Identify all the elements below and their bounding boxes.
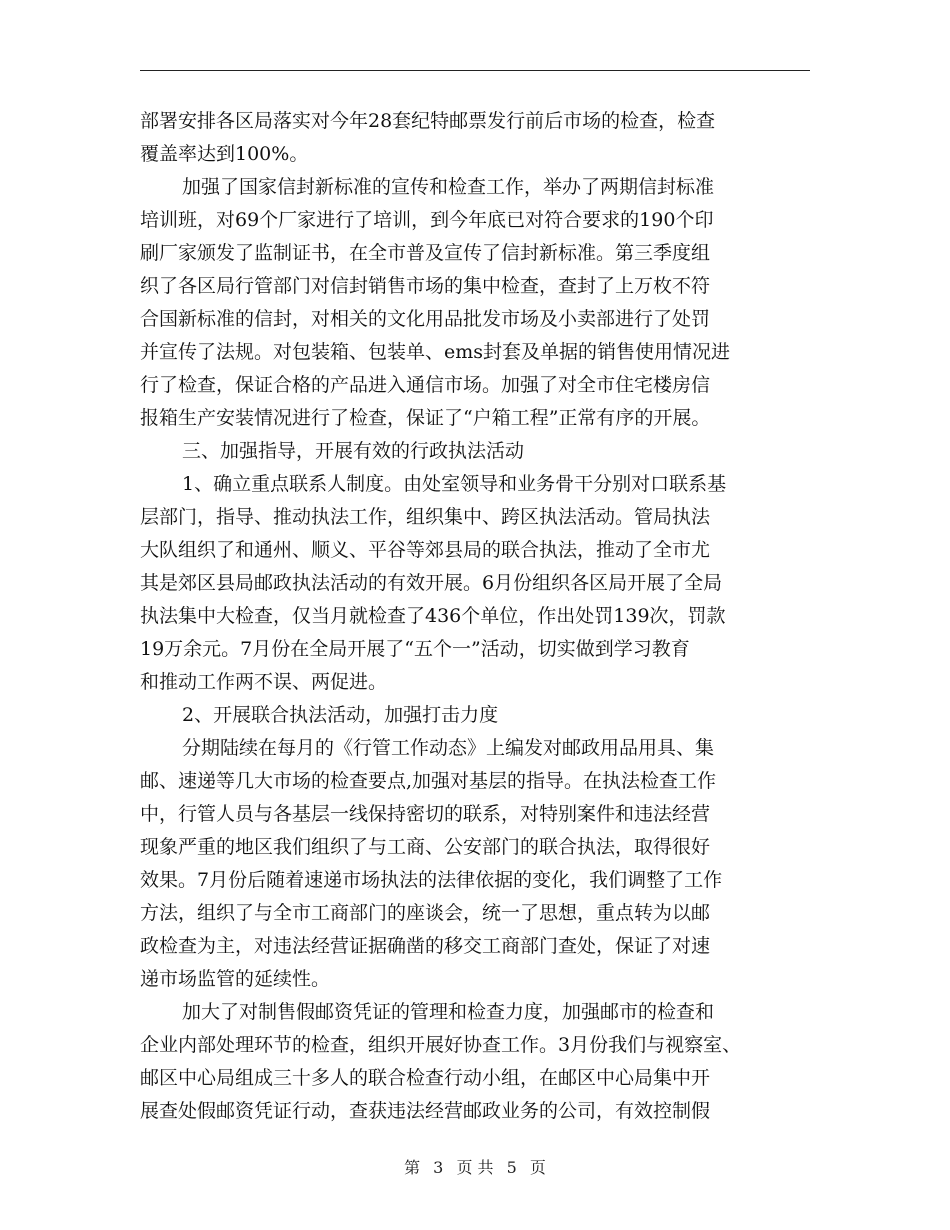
text-line: 效果。7月份后随着速递市场执法的法律依据的变化，我们调整了工作	[140, 869, 723, 891]
text-line: 大队组织了和通州、顺义、平谷等郊县局的联合执法，推动了全市尤	[140, 539, 711, 561]
text-line: 报箱生产安装情况进行了检查，保证了“户箱工程”正常有序的开展。	[140, 407, 711, 429]
text-line: 并宣传了法规。对包装箱、包装单、ems封套及单据的销售使用情况进	[140, 341, 731, 363]
text-line: 刷厂家颁发了监制证书，在全市普及宣传了信封新标准。第三季度组	[140, 242, 711, 264]
text-line: 织了各区局行管部门对信封销售市场的集中检查，查封了上万枚不符	[140, 275, 711, 297]
text-line: 1、确立重点联系人制度。由处室领导和业务骨干分别对口联系基	[182, 473, 727, 495]
header-rule	[140, 70, 810, 71]
footer-page-number: 3	[433, 1158, 444, 1177]
text-line: 层部门，指导、推动执法工作，组织集中、跨区执法活动。管局执法	[140, 506, 711, 528]
text-line: 行了检查，保证合格的产品进入通信市场。加强了对全市住宅楼房信	[140, 374, 711, 396]
text-line: 邮、速递等几大市场的检查要点,加强对基层的指导。在执法检查工作	[140, 770, 717, 792]
footer-middle: 页 共	[456, 1158, 494, 1177]
text-line: 加强了国家信封新标准的宣传和检查工作，举办了两期信封标准	[182, 176, 715, 198]
text-line: 邮区中心局组成三十多人的联合检查行动小组，在邮区中心局集中开	[140, 1067, 711, 1089]
footer-suffix: 页	[529, 1158, 546, 1177]
text-line: 分期陆续在每月的《行管工作动态》上编发对邮政用品用具、集	[182, 737, 715, 759]
text-line: 19万余元。7月份在全局开展了“五个一”活动，切实做到学习教育	[140, 638, 690, 660]
text-line: 中，行管人员与各基层一线保持密切的联系，对特别案件和违法经营	[140, 803, 711, 825]
text-line: 部署安排各区局落实对今年28套纪特邮票发行前后市场的检查，检查	[140, 110, 716, 132]
text-line: 三、加强指导，开展有效的行政执法活动	[182, 440, 525, 462]
text-line: 2、开展联合执法活动，加强打击力度	[182, 704, 499, 726]
footer-total-pages: 5	[506, 1158, 517, 1177]
text-line: 合国新标准的信封，对相关的文化用品批发市场及小卖部进行了处罚	[140, 308, 711, 330]
text-line: 递市场监管的延续性。	[140, 968, 331, 990]
page-footer	[0, 1155, 950, 1178]
text-line: 现象严重的地区我们组织了与工商、公安部门的联合执法，取得很好	[140, 836, 711, 858]
document-body	[140, 105, 812, 1128]
text-line: 其是郊区县局邮政执法活动的有效开展。6月份组织各区局开展了全局	[140, 572, 723, 594]
text-line: 加大了对制售假邮资凭证的管理和检查力度，加强邮市的检查和	[182, 1001, 715, 1023]
text-line: 方法，组织了与全市工商部门的座谈会，统一了思想，重点转为以邮	[140, 902, 711, 924]
text-line: 培训班，对69个厂家进行了培训，到今年底已对符合要求的190个印	[140, 209, 714, 231]
text-line: 和推动工作两不误、两促进。	[140, 671, 388, 693]
text-line: 企业内部处理环节的检查，组织开展好协查工作。3月份我们与视察室、	[140, 1034, 742, 1056]
text-line: 执法集中大检查，仅当月就检查了436个单位，作出处罚139次，罚款	[140, 605, 726, 627]
footer-prefix: 第	[404, 1158, 421, 1177]
text-line: 政检查为主，对违法经营证据确凿的移交工商部门查处，保证了对速	[140, 935, 711, 957]
text-line: 展查处假邮资凭证行动，查获违法经营邮政业务的公司，有效控制假	[140, 1100, 711, 1122]
text-line: 覆盖率达到100%。	[140, 143, 309, 165]
